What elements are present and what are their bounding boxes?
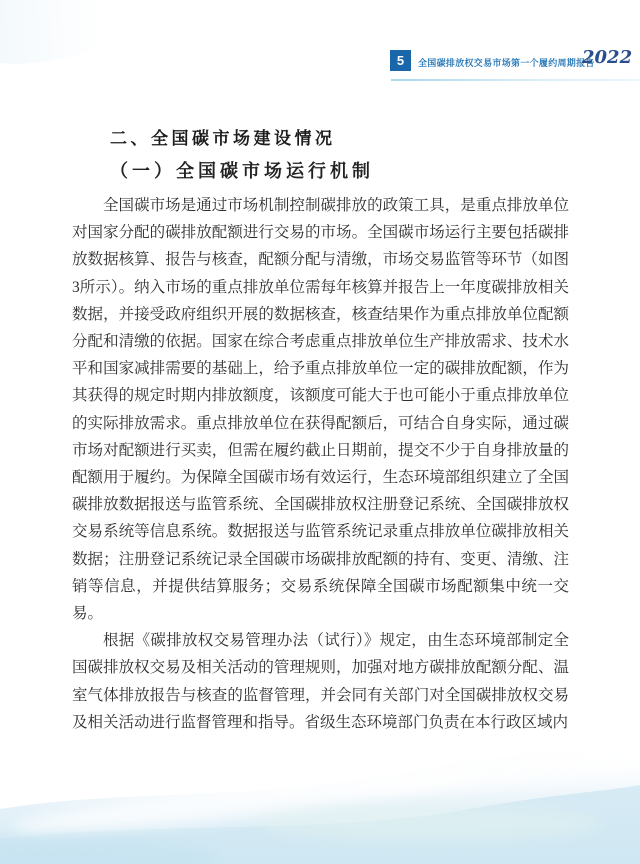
page-content [72, 126, 569, 736]
paragraph-2: 根据《碳排放权交易管理办法（试行）》规定，由生态环境部制定全国碳排放权交易及相关活动的管理规则，加强对地方碳排放配额分配、温室气体排放报告与核查的监督管理，并会同有关部门对全国碳排放权交易及相关活动进行监督管理和指导。省级生态环境部门负责在本行政区域内 [72, 632, 569, 731]
running-title: 全国碳排放权交易市场第一个履约周期报告 [418, 58, 595, 68]
page-header [390, 47, 640, 84]
page-number-badge: 5 [390, 50, 411, 71]
subsection-heading: （一）全国碳市场运行机制 [110, 161, 374, 181]
paragraph-1: 全国碳市场是通过市场机制控制碳排放的政策工具，是重点排放单位对国家分配的碳排放配额进行交易的市场。全国碳市场运行主要包括碳排放数据核算、报告与核查，配额分配与清缴，市场交易监管等环节（如图3所示）。纳入市场的重点排放单位需每年核算并报告上一年度碳排放相关数据，并接受政府组织开展的数据核查，核查结果作为重点排放单位配额分配和清缴的依据。国家在综合考虑重点排放单位生产排放需求、技术水平和国家减排需要的基础上，给予重点排放单位一定的碳排放配额，作为其获得的规定时期内排放额度，该额度可能大于也可能小于重点排放单位的实际排放需求。重点排放单位在获得配额后，可结合自身实际，通过碳市场对配额进行买卖，但需在履约截止日期前，提交不少于自身排放量的配额用于履约。为保障全国碳市场有效运行，生态环境部组织建立了全国碳排放数据报送与监管系统、全国碳排放权注册登记系统、全国碳排放权交易系统等信息系统。数据报送与监管系统记录重点排放单位碳排放相关数据；注册登记系统记录全国碳市场碳排放配额的持有、变更、清缴、注销等信息，并提供结算服务；交易系统保障全国碳市场配额集中统一交易。 [72, 197, 569, 623]
wave-graphic [0, 739, 640, 864]
top-left-wave-decoration [0, 0, 167, 81]
header-underline [391, 79, 640, 81]
section-heading: 二、全国碳市场建设情况 [110, 129, 336, 148]
bottom-wave-decoration [0, 739, 640, 864]
report-year: 2022 [582, 47, 633, 68]
